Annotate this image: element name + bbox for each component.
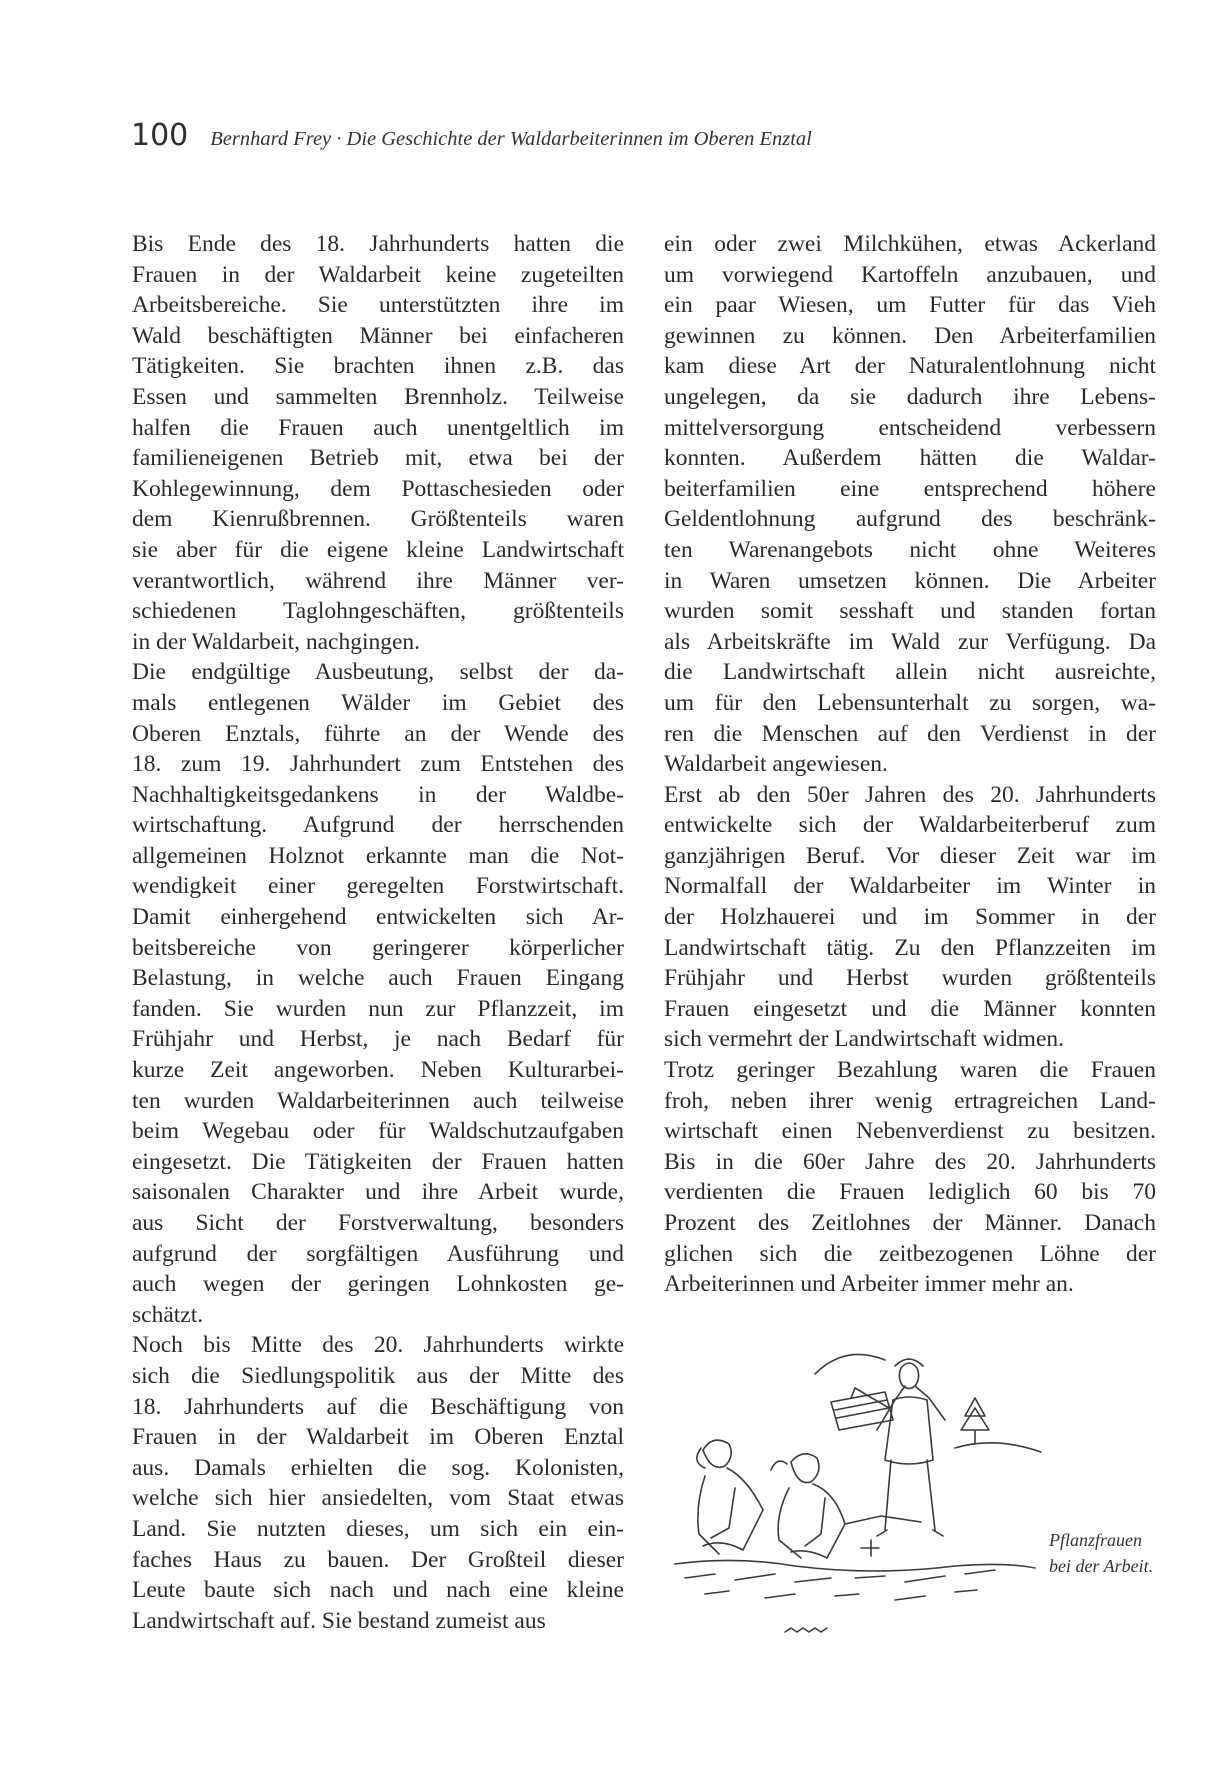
right-column [664,229,1156,1300]
text-line: familieneigenen Betrieb mit, etwa bei der [132,445,624,472]
text-line: Land. Sie nutzten dieses, um sich ein ein- [132,1515,624,1542]
left-column [132,229,624,1636]
text-line: Erst ab den 50er Jahren des 20. Jahrhunderts [664,781,1156,808]
text-line: Belastung, in welche auch Frauen Eingang [132,965,624,992]
text-line: Prozent des Zeitlohnes der Männer. Danach [664,1210,1156,1236]
text-line: kam diese Art der Naturalentlohnung nicht [664,353,1156,380]
text-line: mittelversorgung entscheidend verbessern [664,414,1156,441]
text-line: ren die Menschen auf den Verdienst in der [664,720,1156,747]
text-line: sich vermehrt der Landwirtschaft widmen. [664,1026,1065,1053]
text-line: ten wurden Waldarbeiterinnen auch teilweise [132,1087,624,1114]
text-line: entwickelte sich der Waldarbeiterberuf zum [664,812,1156,839]
paragraph [132,1330,624,1636]
text-line: 18. zum 19. Jahrhundert zum Entstehen des [132,751,624,778]
text-line: mals entlegenen Wälder im Gebiet des [132,689,624,716]
text-line: kurze Zeit angeworben. Neben Kulturarbei- [132,1057,624,1084]
text-line: wendigkeit einer geregelten Forstwirtschaft. [132,873,624,900]
text-line: eingesetzt. Die Tätigkeiten der Frauen hatten [132,1148,624,1175]
text-line: Landwirtschaft tätig. Zu den Pflanzzeiten im [664,934,1156,961]
text-line: Die endgültige Ausbeutung, selbst der da- [132,659,624,686]
text-line: Frühjahr und Herbst, je nach Bedarf für [132,1026,624,1053]
text-line: als Arbeitskräfte im Wald zur Verfügung. Da [664,628,1156,655]
text-line: ungelegen, da sie dadurch ihre Lebens- [664,383,1156,410]
text-line: Essen und sammelten Brennholz. Teilweise [132,383,624,410]
text-line: ten Warenangebots nicht ohne Weiteres [664,536,1156,563]
caption-line: bei der Arbeit. [1049,1556,1154,1576]
text-line: wirtschaft einen Nebenverdienst zu besitzen. [664,1118,1156,1145]
text-line: Frühjahr und Herbst wurden größtenteils [664,965,1156,992]
figure-caption [1049,1527,1153,1579]
text-line: halfen die Frauen auch unentgeltlich im [132,414,624,441]
text-line: verantwortlich, während ihre Männer ver- [132,567,624,594]
text-line: Frauen eingesetzt und die Männer konnten [664,995,1156,1022]
text-line: Frauen in der Waldarbeit im Oberen Enztal [132,1424,624,1451]
text-line: glichen sich die zeitbezogenen Löhne der [664,1240,1156,1267]
text-line: schiedenen Taglohngeschäften, größtenteils [132,598,624,625]
text-line: Noch bis Mitte des 20. Jahrhunderts wirkte [132,1332,624,1359]
text-line: Bis Ende des 18. Jahrhunderts hatten die [132,231,624,257]
text-line: beitsbereiche von geringerer körperlicher [132,934,624,961]
text-line: in Waren umsetzen können. Die Arbeiter [664,567,1156,594]
caption-line: Pflanzfrauen [1049,1530,1142,1550]
text-line: Damit einhergehend entwickelten sich Ar- [132,904,624,931]
text-line: Normalfall der Waldarbeiter im Winter in [664,873,1156,900]
paragraph [664,780,1156,1055]
text-line: saisonalen Charakter und ihre Arbeit wurde, [132,1179,624,1206]
text-line: konnten. Außerdem hätten die Waldar- [664,445,1156,472]
text-line: in der Waldarbeit, nachgingen. [132,628,421,655]
page-header [131,118,812,153]
text-line: sich die Siedlungspolitik aus der Mitte des [132,1362,624,1389]
text-line: wurden somit sesshaft und standen fortan [664,598,1156,625]
text-line: allgemeinen Holznot erkannte man die Not- [132,842,624,869]
text-line: froh, neben ihrer wenig ertragreichen Land- [664,1087,1156,1114]
text-line: gewinnen zu können. Den Arbeiterfamilien [664,322,1156,349]
text-line: der Holzhauerei und im Sommer in der [664,904,1156,931]
text-line: Arbeiterinnen und Arbeiter immer mehr an. [664,1271,1074,1298]
text-line: fanden. Sie wurden nun zur Pflanzzeit, im [132,995,624,1022]
text-line: Tätigkeiten. Sie brachten ihnen z.B. das [132,353,624,380]
running-head: Bernhard Frey · Die Geschichte der Waldarbeiterinnen im Oberen Enztal [210,128,812,150]
text-line: Arbeitsbereiche. Sie unterstützten ihre im [132,292,624,319]
text-line: verdienten die Frauen lediglich 60 bis 70 [664,1179,1156,1206]
text-line: die Landwirtschaft allein nicht ausreichte, [664,659,1156,686]
text-line: welche sich hier ansiedelten, vom Staat etwas [132,1485,624,1512]
text-line: ganzjährigen Beruf. Vor dieser Zeit war im [664,842,1156,869]
text-line: Waldarbeit angewiesen. [664,751,888,778]
text-line: Leute baute sich nach und nach eine kleine [132,1577,624,1604]
text-line: Wald beschäftigten Männer bei einfacheren [132,322,624,349]
paragraph [132,229,624,657]
text-line: Geldentlohnung aufgrund des beschränk- [664,506,1156,533]
paragraph [664,1055,1156,1300]
text-line: Bis in die 60er Jahre des 20. Jahrhunderts [664,1148,1156,1175]
text-line: dem Kienrußbrennen. Größtenteils waren [132,506,624,533]
text-line: Frauen in der Waldarbeit keine zugeteilten [132,261,624,288]
paragraph [664,229,1156,780]
text-line: Trotz geringer Bezahlung waren die Frauen [664,1057,1156,1084]
text-line: um für den Lebensunterhalt zu sorgen, wa- [664,689,1156,716]
text-line: Landwirtschaft auf. Sie bestand zumeist aus [132,1607,546,1634]
text-line: ein paar Wiesen, um Futter für das Vieh [664,292,1156,319]
text-line: beim Wegebau oder für Waldschutzaufgaben [132,1118,624,1145]
text-line: aufgrund der sorgfältigen Ausführung und [132,1240,624,1267]
text-line: faches Haus zu bauen. Der Großteil dieser [132,1546,624,1573]
text-line: aus. Damals erhielten die sog. Kolonisten, [132,1454,624,1481]
text-line: schätzt. [132,1301,204,1328]
text-line: um vorwiegend Kartoffeln anzubauen, und [664,261,1156,288]
text-line: 18. Jahrhunderts auf die Beschäftigung von [132,1393,624,1420]
text-line: beiterfamilien eine entsprechend höhere [664,475,1156,502]
text-line: aus Sicht der Forstverwaltung, besonders [132,1210,624,1236]
text-line: Oberen Enztals, führte an der Wende des [132,720,624,747]
text-line: ein oder zwei Milchkühen, etwas Ackerland [664,231,1156,257]
text-line: Nachhaltigkeitsgedankens in der Waldbe- [132,781,624,808]
text-line: auch wegen der geringen Lohnkosten ge- [132,1271,624,1298]
planting-women-illustration [665,1338,1065,1678]
text-line: wirtschaftung. Aufgrund der herrschenden [132,812,624,839]
text-line: sie aber für die eigene kleine Landwirtschaft [132,536,624,563]
text-line: Kohlegewinnung, dem Pottaschesieden oder [132,475,624,502]
paragraph [132,657,624,1330]
page-number: 100 [131,118,189,153]
